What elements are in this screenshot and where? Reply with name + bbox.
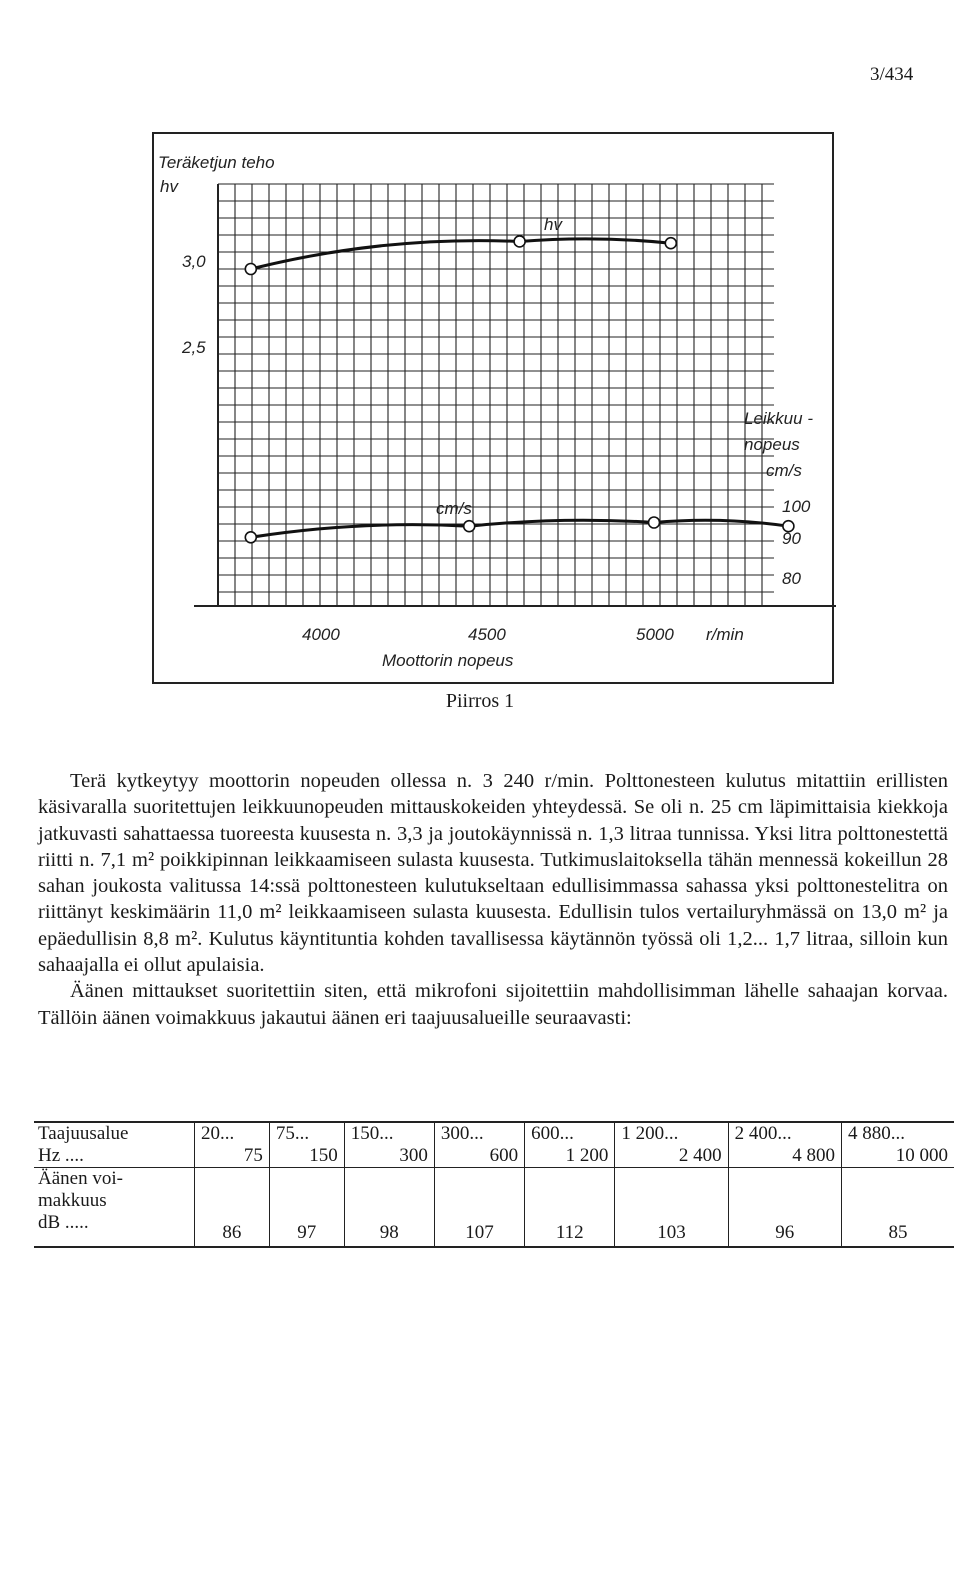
figure-caption: Piirros 1	[445, 690, 515, 712]
page-number: 3/434	[870, 64, 914, 85]
data-point	[245, 264, 256, 275]
body-text	[38, 768, 948, 1031]
db-cell: 85	[841, 1168, 954, 1248]
series-line-speed	[251, 520, 789, 537]
right-axis-title-2: nopeus	[744, 435, 800, 454]
figure-frame	[152, 132, 834, 684]
x-tick-4000: 4000	[302, 625, 340, 644]
x-tick-5000: 5000	[636, 625, 674, 644]
series-line-hv	[251, 239, 671, 269]
speed-curve-label: cm/s	[436, 499, 472, 518]
chart-curves	[245, 236, 794, 543]
paragraph-noise-measurement: Äänen mittaukset suoritettiin siten, että mikrofoni sijoitettiin mahdollisimman lähelle sahaajan korvaa. Tällöin äänen voimakkuus jakautui äänen eri taajuusalueille seuraavasti:	[38, 980, 948, 1029]
db-cell: 98	[344, 1168, 434, 1248]
frequency-row	[34, 1122, 954, 1168]
frequency-row-label: Taajuusalue Hz ....	[34, 1122, 195, 1168]
y-tick-3-0: 3,0	[182, 252, 206, 271]
right-tick-100: 100	[782, 497, 811, 516]
range-cell: 4 880... 10 000	[841, 1122, 954, 1168]
db-cell: 103	[615, 1168, 728, 1248]
right-axis-unit: cm/s	[766, 461, 802, 480]
db-cell: 86	[195, 1168, 270, 1248]
y-tick-2-5: 2,5	[182, 338, 206, 357]
paragraph-fuel-consumption: Terä kytkeytyy moottorin nopeuden ollessa n. 3 240 r/min. Polttonesteen kulutus mitattiin erillisten käsivaralla suoritettujen leikkuunopeuden mittauskokeiden yhteydessä. Se oli n. 25 cm läpimittaisia kiekkoja jatkuvasti sahattaessa tuoreesta kuusesta n. 3,3 ja joutokäynnissä n. 1,3 litraa tunnissa. Yksi litra polttonestettä riitti n. 7,1 m² poikkipinnan leikkaamiseen sulasta kuusesta. Tutkimuslaitoksella tähän mennessä kokeillun 28 sahan joukosta valitussa 14:ssä polttonesteen kulutukseltaan edullisimmassa sahassa yksi polttonestelitra on riittänyt keskimäärin 11,0 m² leikkaamiseen sulasta kuusesta. Edullisin tulos vertailuryhmässä on 13,0 m² ja epäedullisin 8,8 m². Kulutus käyntituntia kohden tavallisessa käytännön työssä oli 1,2... 1,7 litraa, silloin kun sahaajalla ei ollut apulaisia.	[38, 770, 948, 977]
range-cell: 150... 300	[344, 1122, 434, 1168]
db-cell: 96	[728, 1168, 841, 1248]
performance-chart	[154, 134, 836, 686]
x-axis-title: Moottorin nopeus	[382, 651, 514, 670]
range-cell: 2 400... 4 800	[728, 1122, 841, 1168]
range-cell: 75... 150	[269, 1122, 344, 1168]
right-tick-80: 80	[782, 569, 801, 588]
x-tick-4500: 4500	[468, 625, 506, 644]
range-cell: 1 200... 2 400	[615, 1122, 728, 1168]
right-tick-90: 90	[782, 529, 801, 548]
range-cell: 300... 600	[434, 1122, 524, 1168]
chart-grid	[194, 184, 836, 606]
data-point	[464, 521, 475, 532]
data-point	[245, 532, 256, 543]
db-cell: 107	[434, 1168, 524, 1248]
x-axis-unit: r/min	[706, 625, 744, 644]
db-cell: 112	[525, 1168, 615, 1248]
y-axis-title: Teräketjun teho	[158, 153, 275, 172]
hv-curve-label: hv	[544, 215, 562, 234]
frequency-table	[34, 1121, 954, 1248]
range-cell: 20... 75	[195, 1122, 270, 1168]
db-cell: 97	[269, 1168, 344, 1248]
data-point	[649, 517, 660, 528]
y-axis-unit: hv	[160, 177, 178, 196]
range-cell: 600... 1 200	[525, 1122, 615, 1168]
right-axis-title-1: Leikkuu -	[744, 409, 813, 428]
loudness-row-label: Äänen voi- makkuus dB .....	[34, 1168, 195, 1248]
data-point	[514, 236, 525, 247]
data-point	[665, 238, 676, 249]
loudness-row	[34, 1168, 954, 1248]
